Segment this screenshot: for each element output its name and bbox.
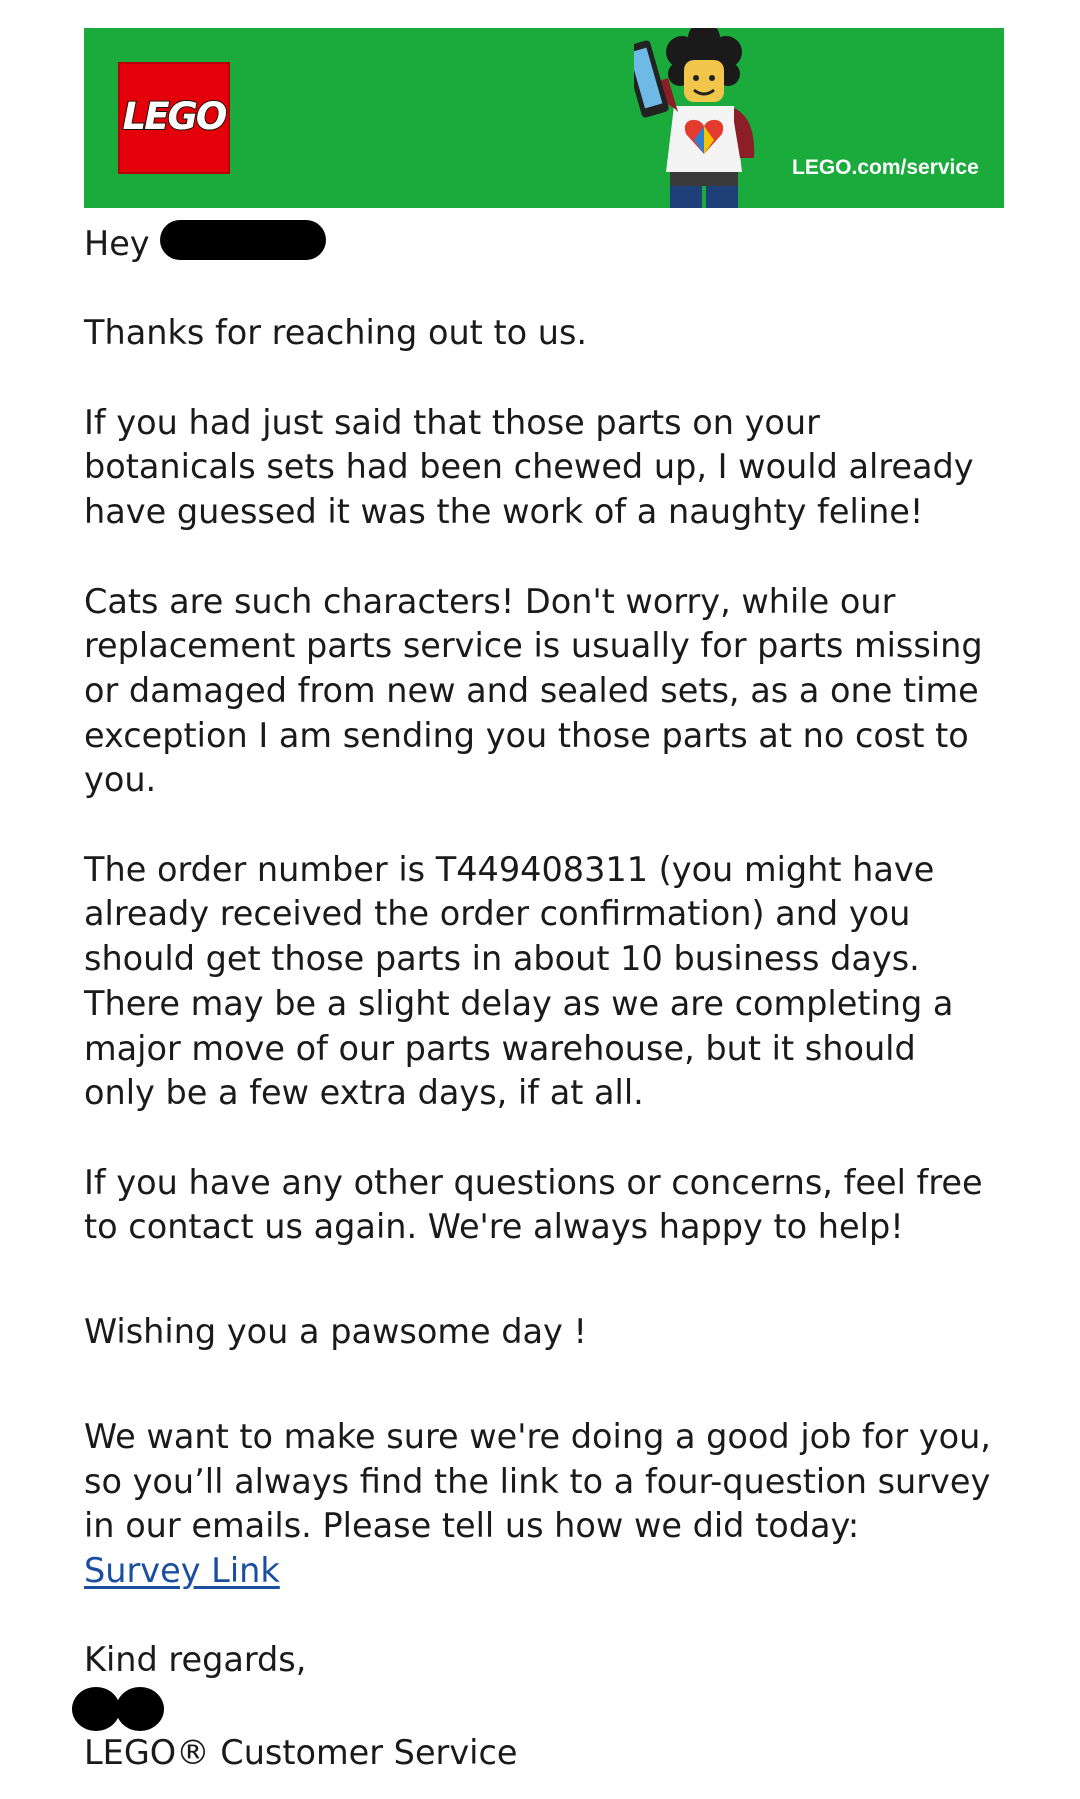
greeting-text: Hey: [84, 224, 150, 263]
text-line: The order number is T449408311 (you might have: [84, 849, 935, 889]
survey-link[interactable]: Survey Link: [84, 1550, 280, 1590]
text-line: If you had just said that those parts on your: [84, 402, 820, 442]
text-line: If you have any other questions or concerns, feel free: [84, 1162, 983, 1202]
paragraph-4: [84, 848, 1014, 1116]
text-line: replacement parts service is usually for parts missing: [84, 626, 983, 666]
text-line: already received the order confirmation) and you: [84, 894, 911, 934]
email-body: [84, 222, 1014, 1776]
redacted-name: [160, 220, 326, 260]
paragraph-7: [84, 1415, 1014, 1594]
text-line: only be a few extra days, if at all.: [84, 1073, 644, 1113]
text-line: There may be a slight delay as we are completing a: [84, 983, 954, 1023]
text-line: Cats are such characters! Don't worry, while our: [84, 581, 896, 621]
closing-text: Kind regards,: [84, 1640, 307, 1680]
text-line: major move of our parts warehouse, but it should: [84, 1028, 916, 1068]
greeting-line: [84, 222, 1014, 267]
text-line: have guessed it was the work of a naughty feline!: [84, 492, 924, 532]
signature-text: LEGO® Customer Service: [84, 1733, 518, 1772]
service-url-text: LEGO.com/service: [792, 156, 979, 179]
redacted-signature: [72, 1687, 164, 1731]
text-line: you.: [84, 760, 157, 800]
paragraph-1: Thanks for reaching out to us.: [84, 313, 588, 353]
paragraph-3: [84, 580, 1014, 804]
text-line: exception I am sending you those parts at no cost to: [84, 715, 969, 755]
paragraph-5: [84, 1161, 1014, 1250]
text-line: botanicals sets had been chewed up, I would already: [84, 447, 974, 487]
email-header-banner: [84, 28, 1004, 208]
text-line: in our emails. Please tell us how we did today:: [84, 1506, 860, 1546]
text-line: should get those parts in about 10 business days.: [84, 939, 920, 979]
minifigure-with-phone-icon: [634, 28, 774, 208]
lego-logo: [118, 62, 230, 174]
paragraph-2: [84, 401, 1014, 535]
text-line: to contact us again. We're always happy to help!: [84, 1207, 904, 1247]
text-line: We want to make sure we're doing a good job for you,: [84, 1416, 991, 1456]
text-line: or damaged from new and sealed sets, as a one time: [84, 670, 979, 710]
lego-logo-text: LEGO: [122, 95, 226, 138]
paragraph-6: Wishing you a pawsome day !: [84, 1312, 587, 1352]
text-line: so you’ll always find the link to a four-question survey: [84, 1461, 991, 1501]
